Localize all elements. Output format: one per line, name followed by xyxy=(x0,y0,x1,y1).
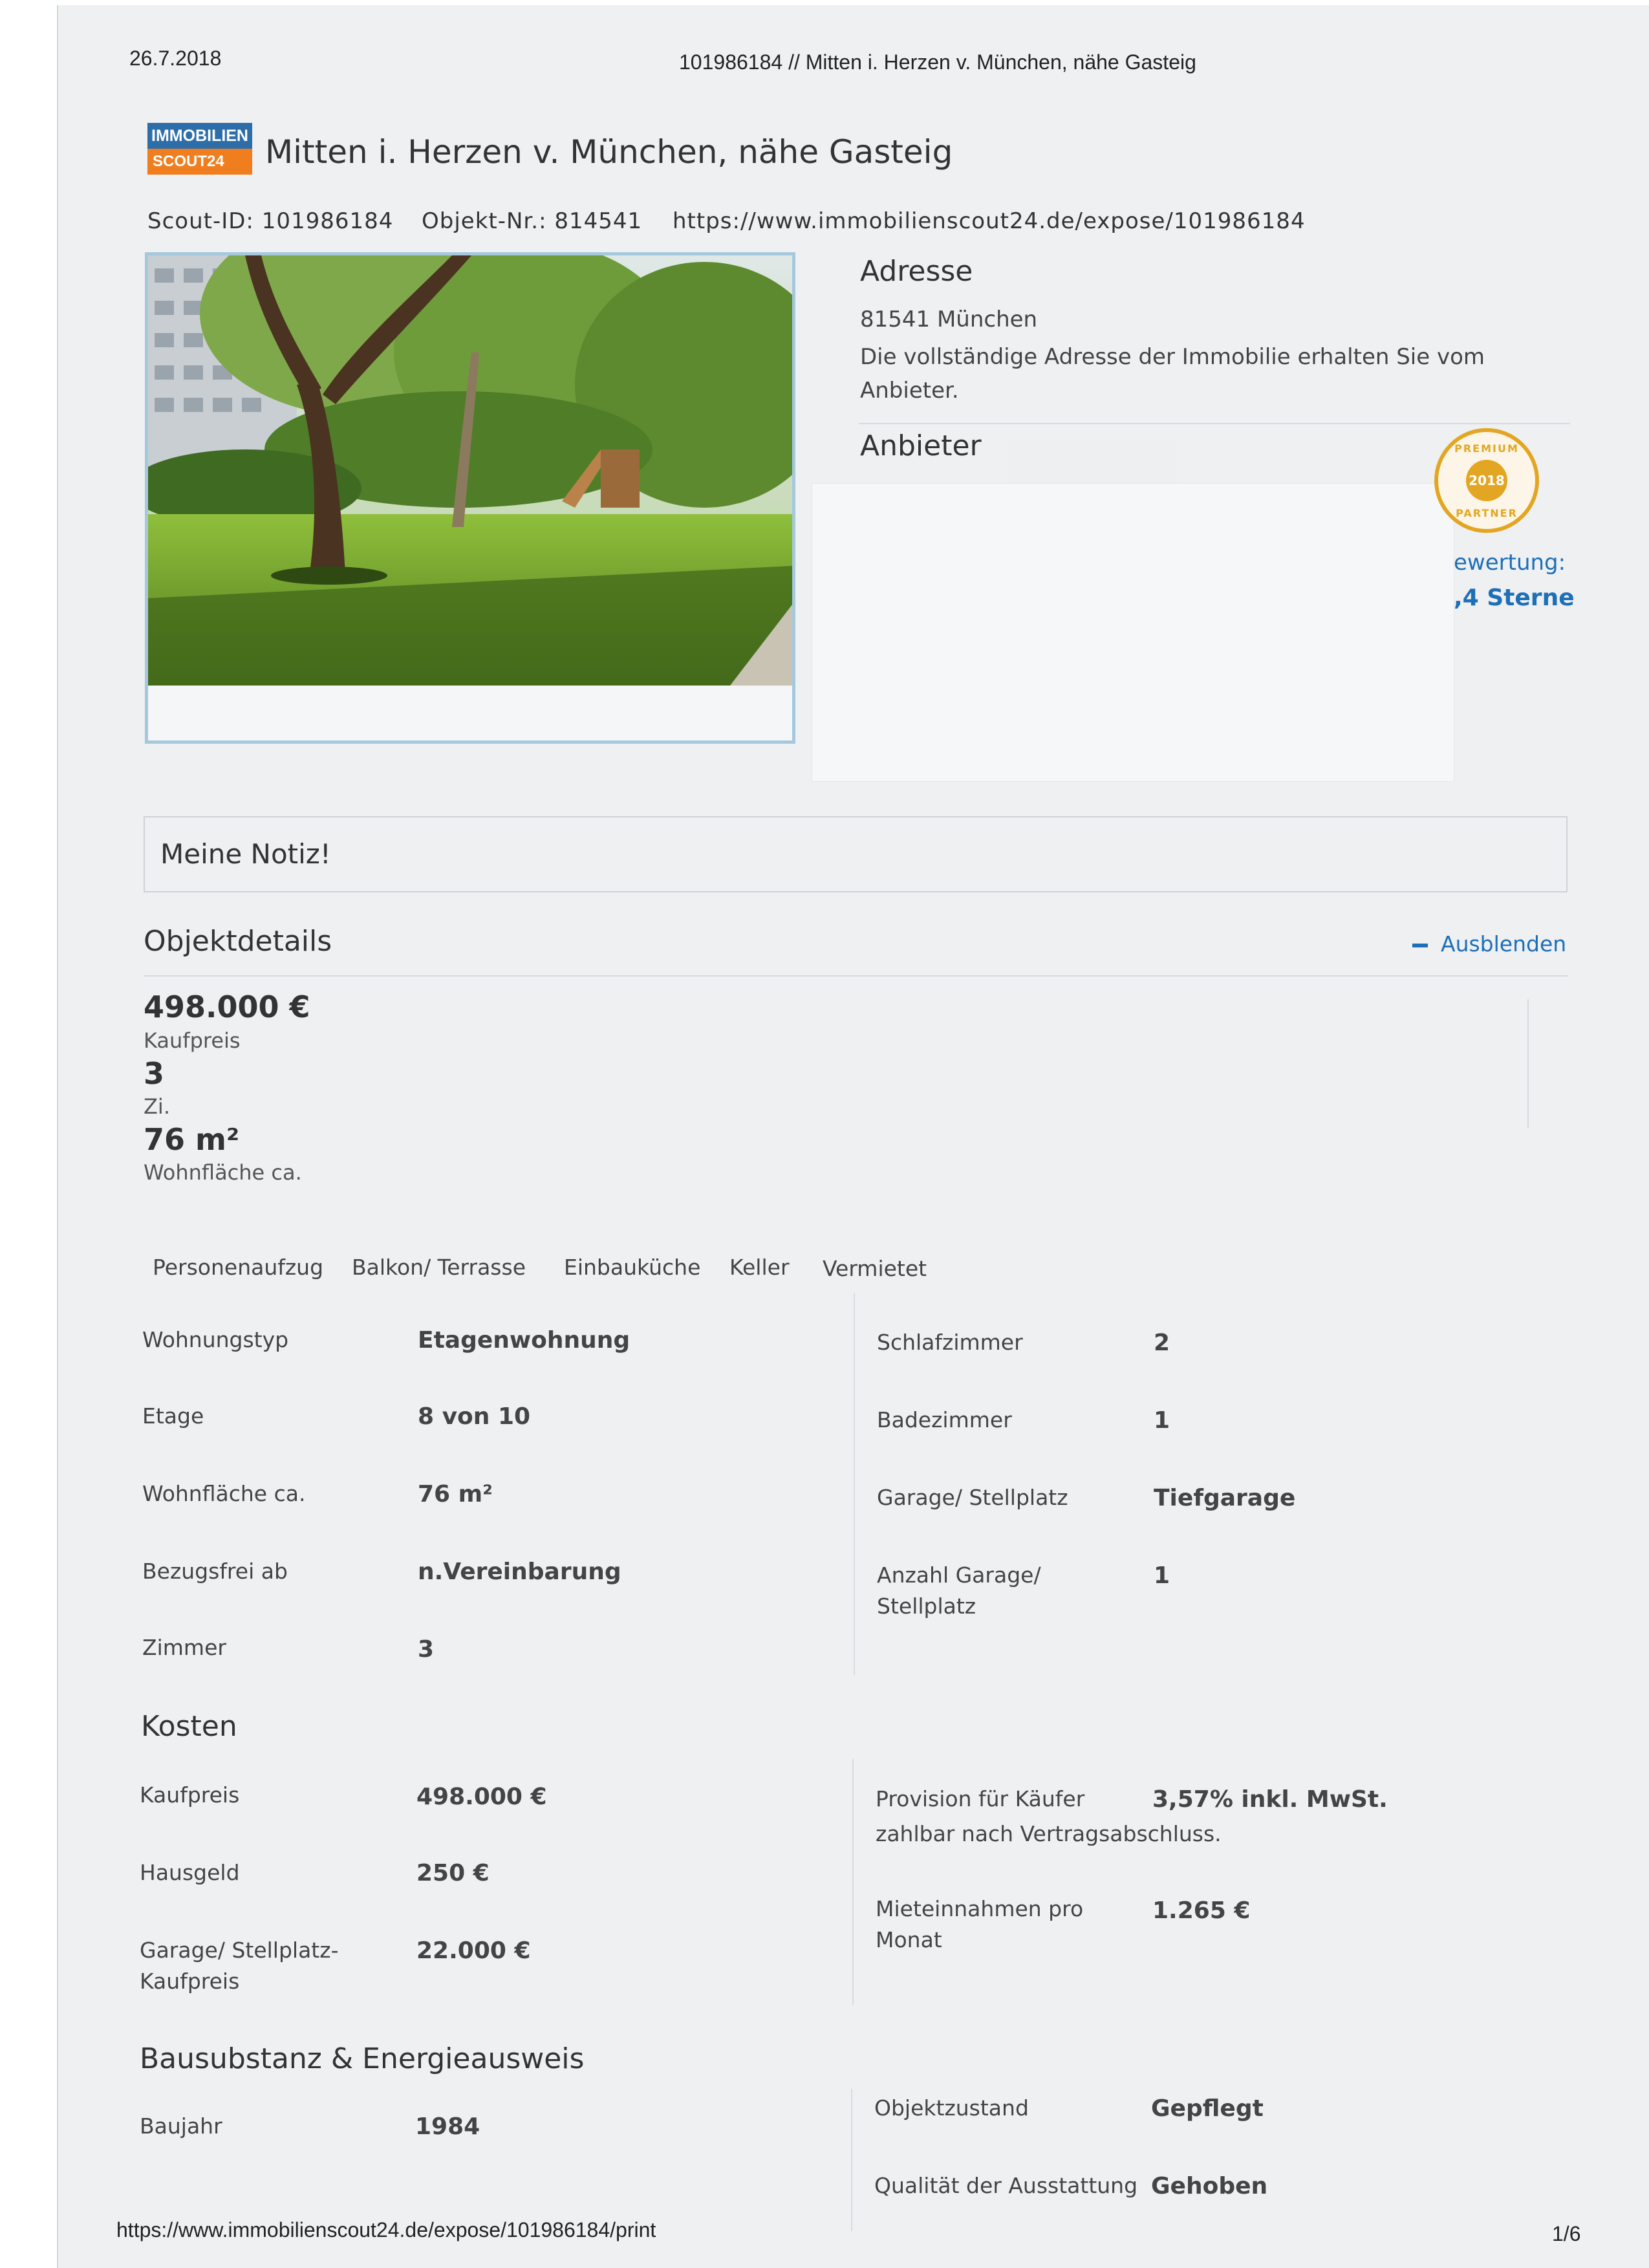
expose-url[interactable]: https://www.immobilienscout24.de/expose/101986184 xyxy=(673,208,1306,234)
feature-tag: Balkon/ Terrasse xyxy=(352,1255,526,1280)
divider xyxy=(1527,999,1529,1129)
cost-value: 498.000 € xyxy=(416,1784,547,1810)
premium-partner-seal xyxy=(1433,427,1540,534)
detail-label: Badezimmer xyxy=(877,1407,1012,1432)
address-city: 81541 München xyxy=(860,307,1038,332)
objekt-nr: Objekt-Nr.: 814541 xyxy=(422,208,643,234)
key-price-value: 498.000 € xyxy=(144,989,310,1024)
listing-title: Mitten i. Herzen v. München, nähe Gasteig xyxy=(265,133,953,171)
logo-text-top: IMMOBILIEN xyxy=(147,123,252,149)
divider xyxy=(859,423,1570,424)
cost-label: Mieteinnahmen pro Monat xyxy=(876,1896,1084,1952)
detail-value: Tiefgarage xyxy=(1154,1485,1296,1511)
logo-text-bottom: SCOUT24 xyxy=(147,149,252,175)
cost-value: 22.000 € xyxy=(416,1938,531,1964)
note-label: Meine Notiz! xyxy=(160,838,331,870)
key-rooms-value: 3 xyxy=(144,1056,165,1091)
cost-value: 1.265 € xyxy=(1152,1897,1251,1924)
print-footer-url: https://www.immobilienscout24.de/expose/101986184/print xyxy=(116,2218,656,2241)
immobilienscout24-logo[interactable] xyxy=(147,123,252,175)
key-area-value: 76 m² xyxy=(144,1122,240,1157)
detail-value: 1 xyxy=(1154,1407,1170,1434)
rating-label: ewertung: xyxy=(1454,550,1566,576)
detail-label: Garage/ Stellplatz xyxy=(877,1485,1068,1510)
detail-value: 76 m² xyxy=(418,1481,493,1507)
detail-value: 3 xyxy=(418,1636,435,1663)
building-label: Baujahr xyxy=(140,2113,222,2139)
hide-toggle-label: Ausblenden xyxy=(1441,931,1567,956)
kosten-heading: Kosten xyxy=(141,1710,237,1743)
garden-photo-image xyxy=(148,255,792,740)
column-divider xyxy=(851,2089,852,2231)
detail-value: 1 xyxy=(1154,1562,1170,1589)
divider xyxy=(144,975,1568,977)
note-field[interactable] xyxy=(144,816,1568,892)
rating-value[interactable]: ,4 Sterne xyxy=(1454,585,1575,611)
detail-label: Wohnfläche ca. xyxy=(142,1481,306,1506)
detail-label: Etage xyxy=(142,1403,204,1429)
detail-value: 2 xyxy=(1154,1330,1170,1356)
cost-label: Kaufpreis xyxy=(140,1782,240,1808)
detail-label: Bezugsfrei ab xyxy=(142,1559,288,1584)
building-label: Qualität der Ausstattung xyxy=(874,2173,1138,2198)
redacted-provider-info xyxy=(812,484,1454,781)
key-area-label: Wohnfläche ca. xyxy=(144,1160,302,1185)
address-heading: Adresse xyxy=(860,255,973,288)
building-label: Objektzustand xyxy=(874,2095,1029,2121)
feature-tag: Einbauküche xyxy=(564,1255,701,1280)
detail-value: Etagenwohnung xyxy=(418,1327,630,1354)
detail-label: Zimmer xyxy=(142,1635,226,1660)
feature-tag: Keller xyxy=(729,1255,790,1280)
detail-label: Anzahl Garage/ Stellplatz xyxy=(877,1562,1041,1619)
feature-tag: Vermietet xyxy=(823,1256,927,1281)
cost-label: Hausgeld xyxy=(140,1860,240,1885)
detail-label: Wohnungstyp xyxy=(142,1327,289,1352)
feature-tag: Personenaufzug xyxy=(153,1255,324,1280)
key-rooms-label: Zi. xyxy=(144,1094,170,1119)
provision-note: zahlbar nach Vertragsabschluss. xyxy=(876,1821,1222,1846)
key-price-label: Kaufpreis xyxy=(144,1028,241,1053)
detail-label: Schlafzimmer xyxy=(877,1330,1023,1355)
scout-id: Scout-ID: 101986184 xyxy=(147,208,394,234)
cost-value: 3,57% inkl. MwSt. xyxy=(1152,1786,1388,1813)
minus-icon xyxy=(1412,944,1428,947)
building-value: Gepflegt xyxy=(1151,2095,1264,2122)
seal-year: 2018 xyxy=(1469,473,1505,488)
seal-text-bottom: PARTNER xyxy=(1456,507,1518,519)
print-header-title: 101986184 // Mitten i. Herzen v. München, nähe Gasteig xyxy=(679,50,1196,74)
page-number: 1/6 xyxy=(1552,2222,1581,2245)
detail-value: 8 von 10 xyxy=(418,1403,531,1430)
building-value: 1984 xyxy=(415,2113,480,2140)
building-value: Gehoben xyxy=(1151,2173,1268,2199)
detail-value: n.Vereinbarung xyxy=(418,1559,621,1585)
cost-label: Provision für Käufer xyxy=(876,1786,1085,1811)
hide-toggle[interactable] xyxy=(1412,931,1566,956)
address-note: Die vollständige Adresse der Immobilie erhalten Sie vom Anbieter. xyxy=(860,344,1485,404)
listing-photo[interactable] xyxy=(145,252,795,744)
column-divider xyxy=(854,1293,855,1675)
cost-label: Garage/ Stellplatz-Kaufpreis xyxy=(140,1938,339,1994)
objektdetails-heading: Objektdetails xyxy=(144,925,332,958)
provider-heading: Anbieter xyxy=(860,429,982,462)
bausubstanz-heading: Bausubstanz & Energieausweis xyxy=(140,2042,585,2075)
seal-text-top: PREMIUM xyxy=(1454,442,1519,455)
column-divider xyxy=(852,1759,854,2005)
print-date: 26.7.2018 xyxy=(129,47,222,70)
cost-value: 250 € xyxy=(416,1860,490,1886)
